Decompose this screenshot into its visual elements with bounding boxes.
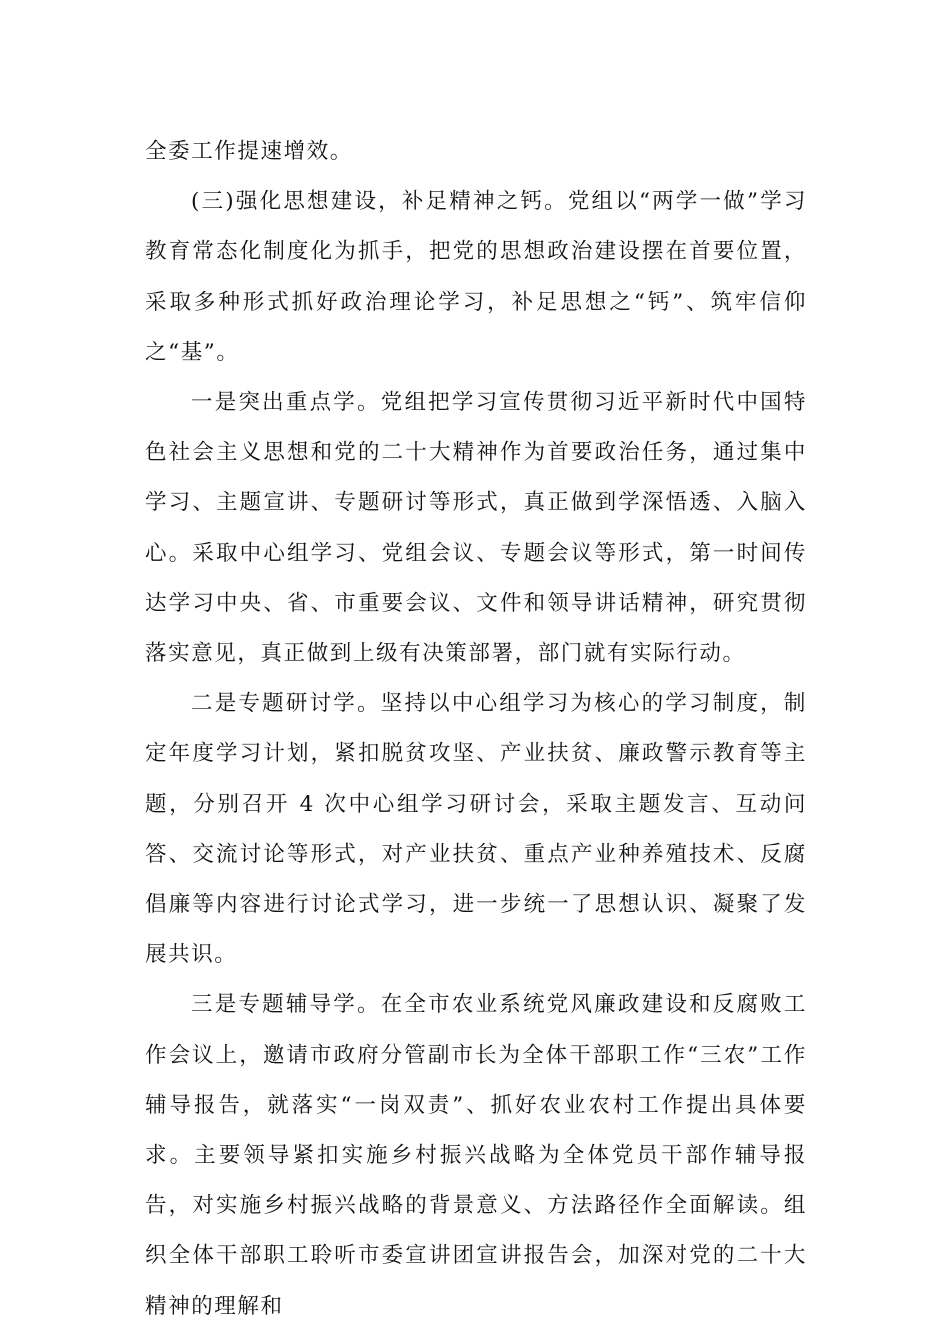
document-body [145,127,807,1332]
paragraph-point-three: 三是专题辅导学。在全市农业系统党风廉政建设和反腐败工作会议上，邀请市政府分管副市长为全体干部职工作“三农”工作辅导报告，就落实“一岗双责”、抓好农业农村工作提出具体要求。主要领导紧扣实施乡村振兴战略为全体党员干部作辅导报告，对实施乡村振兴战略的背景意义、方法路径作全面解读。组织全体干部职工聆听市委宣讲团宣讲报告会，加深对党的二十大精神的理解和 [145,992,807,1319]
paragraph-section-three: (三)强化思想建设，补足精神之钙。党组以“两学一做”学习教育常态化制度化为抓手，把党的思想政治建设摆在首要位置，采取多种形式抓好政治理论学习，补足思想之“钙”、筑牢信仰之“基”。 [145,189,807,365]
paragraph-point-two: 二是专题研讨学。坚持以中心组学习为核心的学习制度，制定年度学习计划，紧扣脱贫攻坚、产业扶贫、廉政警示教育等主题，分别召开 4 次中心组学习研讨会，采取主题发言、互动问答、交流讨论等形式，对产业扶贫、重点产业种养殖技术、反腐倡廉等内容进行讨论式学习，进一步统一了思想认识、凝聚了发展共识。 [145,691,807,968]
paragraph-point-one: 一是突出重点学。党组把学习宣传贯彻习近平新时代中国特色社会主义思想和党的二十大精神作为首要政治任务，通过集中学习、主题宣讲、专题研讨等形式，真正做到学深悟透、入脑入心。采取中心组学习、党组会议、专题会议等形式，第一时间传达学习中央、省、市重要会议、文件和领导讲话精神，研究贯彻落实意见，真正做到上级有决策部署，部门就有实际行动。 [145,390,807,667]
paragraph-continuation: 全委工作提速增效。 [145,139,353,164]
